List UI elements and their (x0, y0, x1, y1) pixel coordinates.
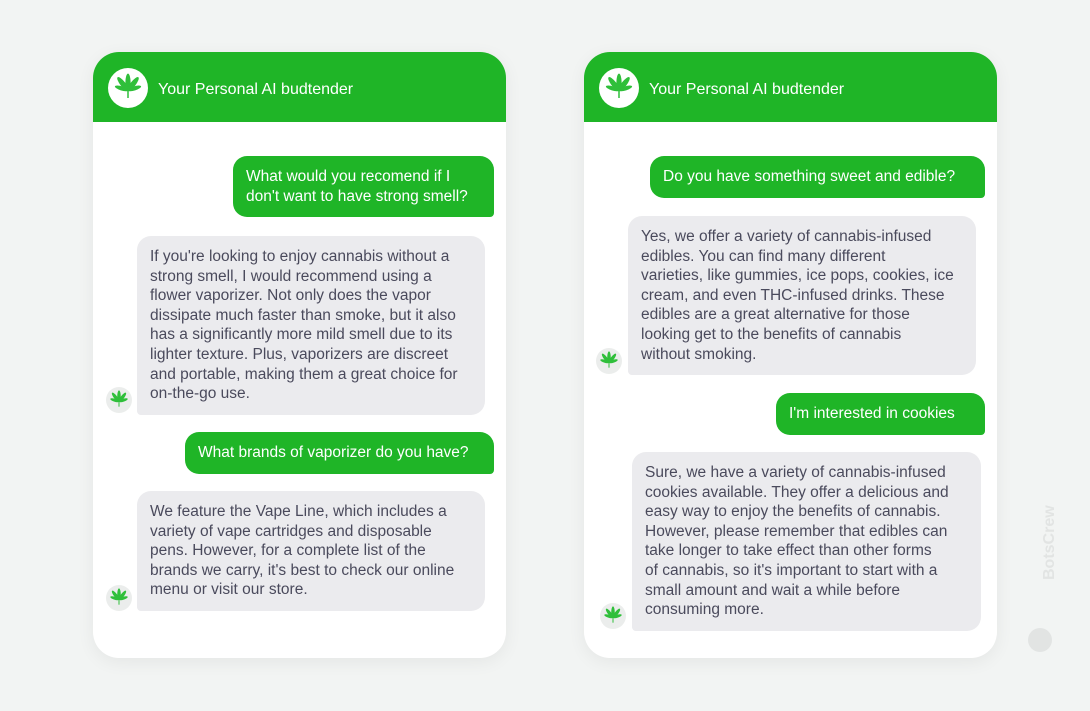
chat-header (93, 52, 506, 122)
chat-title: Your Personal AI budtender (158, 81, 354, 98)
cannabis-leaf-icon (599, 68, 639, 108)
bot-avatar (600, 603, 626, 629)
watermark-logo-icon (1028, 628, 1052, 652)
chat-title: Your Personal AI budtender (649, 81, 845, 98)
watermark-text: BotsCrew (1041, 505, 1058, 580)
bot-avatar (106, 387, 132, 413)
bot-message: We feature the Vape Line, which includes a variety of vape cartridges and disposable pens. However, for a complete list of the brands we carry, it's best to check our online menu or visit our store. (137, 491, 485, 611)
chat-window-left (93, 52, 506, 658)
bot-avatar (106, 585, 132, 611)
cannabis-leaf-icon (108, 68, 148, 108)
bot-message: Sure, we have a variety of cannabis-infused cookies available. They offer a delicious and easy way to enjoy the benefits of cannabis. However, please remember that edibles can take longer to take effect than other forms of cannabis, so it's important to start with a small amount and wait a while before consuming more. (632, 452, 981, 631)
bot-message: Yes, we offer a variety of cannabis-infused edibles. You can find many different varieties, like gummies, ice pops, cookies, ice cream, and even THC-infused drinks. These edibles are a great alternative for those looking get to the benefits of cannabis without smoking. (628, 216, 976, 375)
user-message: I'm interested in cookies (776, 393, 985, 435)
user-message: What brands of vaporizer do you have? (185, 432, 494, 474)
chat-window-right (584, 52, 997, 658)
watermark (1026, 505, 1058, 670)
chat-header (584, 52, 997, 122)
bot-avatar (596, 348, 622, 374)
bot-message: If you're looking to enjoy cannabis without a strong smell, I would recommend using a flower vaporizer. Not only does the vapor dissipate much faster than smoke, but it also has a significantly more mild smell due to its lighter texture. Plus, vaporizers are discreet and portable, making them a great choice for on-the-go use. (137, 236, 485, 415)
user-message: What would you recomend if I don't want to have strong smell? (233, 156, 494, 217)
user-message: Do you have something sweet and edible? (650, 156, 985, 198)
